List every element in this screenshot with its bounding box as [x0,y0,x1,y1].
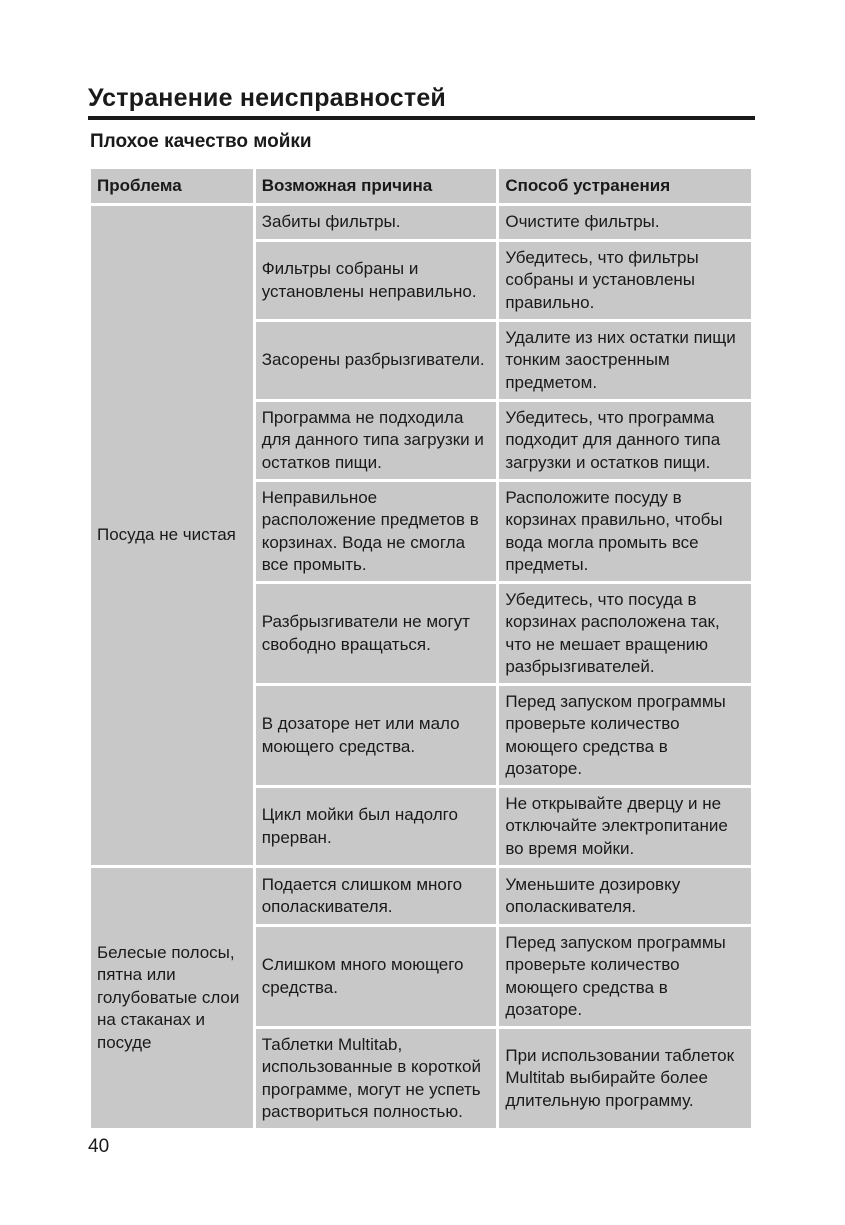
cause-cell: Засорены разбрызгиватели. [256,322,497,399]
header-cause: Возможная причина [256,169,497,203]
solution-cell: Перед запуском программы проверьте количество моющего средства в дозаторе. [499,686,751,785]
table-row [91,206,751,239]
cause-cell: Разбрызгиватели не могут свободно вращаться. [256,584,497,683]
solution-cell: При использовании таблеток Multitab выбирайте более длительную программу. [499,1029,751,1128]
solution-cell: Удалите из них остатки пищи тонким заостренным предметом. [499,322,751,399]
cause-cell: Фильтры собраны и установлены неправильно. [256,242,497,319]
solution-cell: Перед запуском программы проверьте количество моющего средства в дозаторе. [499,927,751,1026]
cause-cell: Программа не подходила для данного типа загрузки и остатков пищи. [256,402,497,479]
solution-cell: Уменьшите дозировку ополаскивателя. [499,868,751,924]
problem-cell: Посуда не чистая [91,206,253,865]
cause-cell: Забиты фильтры. [256,206,497,239]
solution-cell: Убедитесь, что посуда в корзинах расположена так, что не мешает вращению разбрызгивателей. [499,584,751,683]
header-problem: Проблема [91,169,253,203]
cause-cell: Цикл мойки был надолго прерван. [256,788,497,865]
solution-cell: Расположите посуду в корзинах правильно, чтобы вода могла промыть все предметы. [499,482,751,581]
solution-cell: Убедитесь, что программа подходит для данного типа загрузки и остатков пищи. [499,402,751,479]
cause-cell: Подается слишком много ополаскивателя. [256,868,497,924]
cause-cell: Неправильное расположение предметов в корзинах. Вода не смогла все промыть. [256,482,497,581]
page-title: Устранение неисправностей [88,84,447,112]
solution-cell: Убедитесь, что фильтры собраны и установлены правильно. [499,242,751,319]
solution-cell: Не открывайте дверцу и не отключайте электропитание во время мойки. [499,788,751,865]
title-rule [88,116,755,120]
cause-cell: Таблетки Multitab, использованные в короткой программе, могут не успеть раствориться полностью. [256,1029,497,1128]
cause-cell: Слишком много моющего средства. [256,927,497,1026]
page-number: 40 [88,1136,110,1157]
cause-cell: В дозаторе нет или мало моющего средства. [256,686,497,785]
table-header-row [91,169,751,203]
table-row [91,868,751,924]
section-title: Плохое качество мойки [90,131,312,152]
troubleshooting-table [88,166,754,1131]
solution-cell: Очистите фильтры. [499,206,751,239]
problem-cell: Белесые полосы, пятна или голубоватые слои на стаканах и посуде [91,868,253,1128]
header-solution: Способ устранения [499,169,751,203]
